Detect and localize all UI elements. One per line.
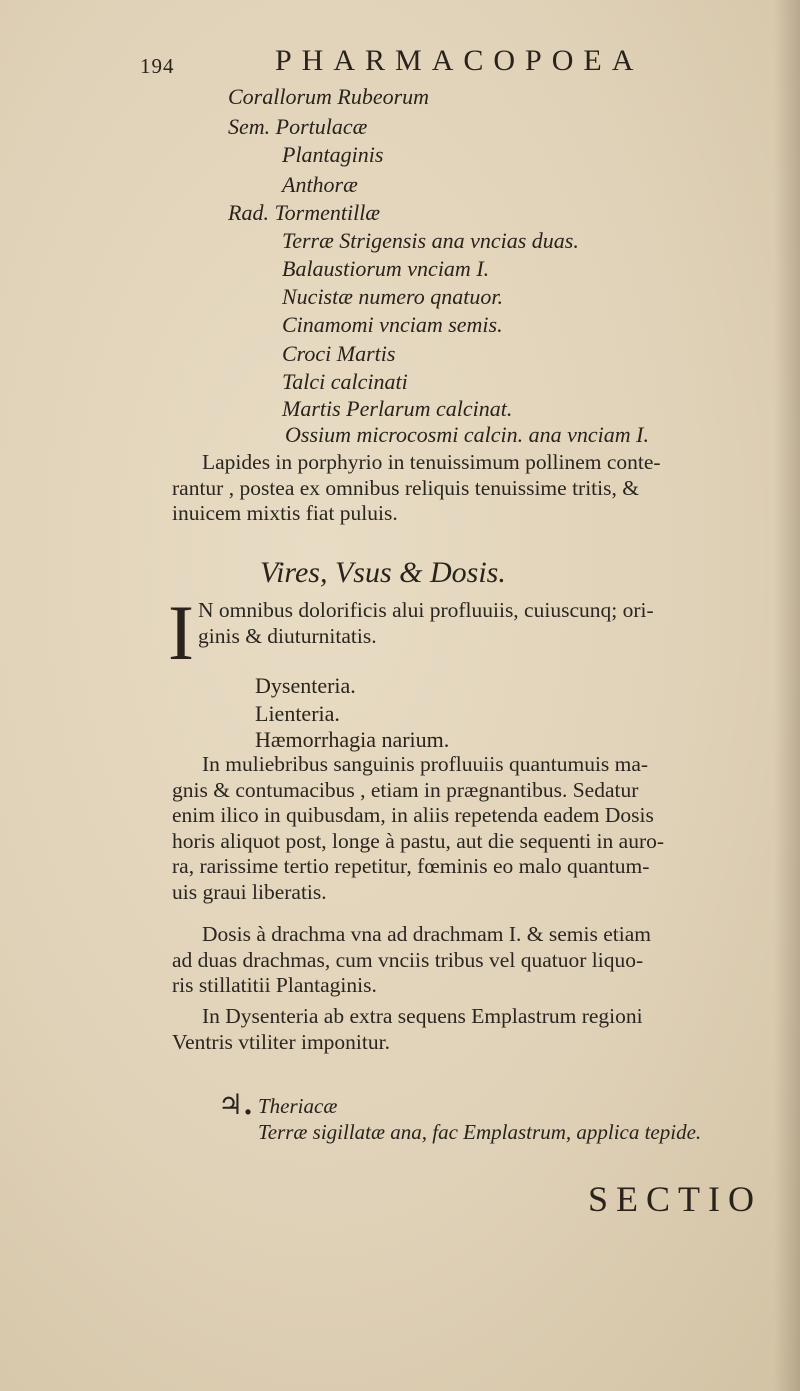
text-line: ginis & diuturnitatis. <box>198 623 377 648</box>
text-line: In muliebribus sanguinis profluuiis quantumuis ma- <box>202 752 649 776</box>
page-header <box>140 40 780 80</box>
drop-cap: I <box>168 589 194 676</box>
text-line: inuicem mixtis fiat puluis. <box>172 501 398 525</box>
recipe-line: Balaustiorum vnciam I. <box>282 256 490 281</box>
recipe-line: Rad. Tormentillæ <box>228 200 380 225</box>
intro-paragraph <box>198 598 798 649</box>
catchword: SECTIO <box>588 1179 762 1219</box>
rx-line: Terræ sigillatæ ana, fac Emplastrum, applica tepide. <box>258 1120 702 1144</box>
condition-item: Hæmorrhagia narium. <box>255 727 450 752</box>
text-line: Ventris vtiliter imponitur. <box>172 1029 390 1054</box>
text-line: gnis & contumacibus , etiam in prægnantibus. Sedatur <box>172 777 639 802</box>
text-line: rantur , postea ex omnibus reliquis tenuissime tritis, & <box>172 475 639 500</box>
text-line: ad duas drachmas, cum vnciis tribus vel quatuor liquo- <box>172 947 644 972</box>
recipe-line: Croci Martis <box>282 341 396 366</box>
text-line: ris stillatitii Plantaginis. <box>172 973 377 997</box>
text-line: uis graui liberatis. <box>172 879 327 904</box>
preparation-paragraph <box>172 450 792 527</box>
text-line: horis aliquot post, longe à pastu, aut die sequenti in auro- <box>172 828 665 853</box>
page-edge-shadow <box>774 0 800 1391</box>
condition-item: Dysenteria. <box>255 673 356 698</box>
recipe-line: Nucistæ numero qnatuor. <box>282 284 504 309</box>
recipe-line: Ossium microcosmi calcin. ana vnciam I. <box>285 422 649 447</box>
text-line: Dosis à drachma vna ad drachmam I. & semis etiam <box>202 922 651 946</box>
recipe-symbol: ♃. <box>218 1088 253 1121</box>
recipe-line: Terræ Strigensis ana vncias duas. <box>282 228 579 253</box>
recipe-line: Sem. Portulacæ <box>228 114 368 139</box>
recipe-line: Martis Perlarum calcinat. <box>282 396 513 421</box>
paragraph-one <box>172 752 792 905</box>
recipe-line: Plantaginis <box>282 142 384 167</box>
paragraph-two <box>172 922 792 999</box>
text-line: In Dysenteria ab extra sequens Emplastrum regioni <box>202 1004 643 1028</box>
recipe-line: Anthoræ <box>282 172 358 197</box>
text-line: Lapides in porphyrio in tenuissimum pollinem conte- <box>202 450 661 474</box>
text-line: enim ilico in quibusdam, in aliis repetenda eadem Dosis <box>172 803 654 827</box>
text-line: N omnibus dolorificis alui profluuiis, cuiuscunq; ori- <box>198 598 654 622</box>
rx-line: Theriacæ <box>258 1094 338 1118</box>
recipe-line: Talci calcinati <box>282 369 408 394</box>
paragraph-three <box>172 1004 792 1055</box>
recipe-line: Cinamomi vnciam semis. <box>282 312 503 337</box>
running-head: PHARMACOPOEA <box>275 44 644 77</box>
section-heading: Vires, Vsus & Dosis. <box>260 556 506 589</box>
text-line: ra, rarissime tertio repetitur, fœminis eo malo quantum- <box>172 854 650 878</box>
condition-item: Lienteria. <box>255 701 340 726</box>
recipe-line: Corallorum Rubeorum <box>228 84 430 109</box>
page-number: 194 <box>140 54 175 78</box>
